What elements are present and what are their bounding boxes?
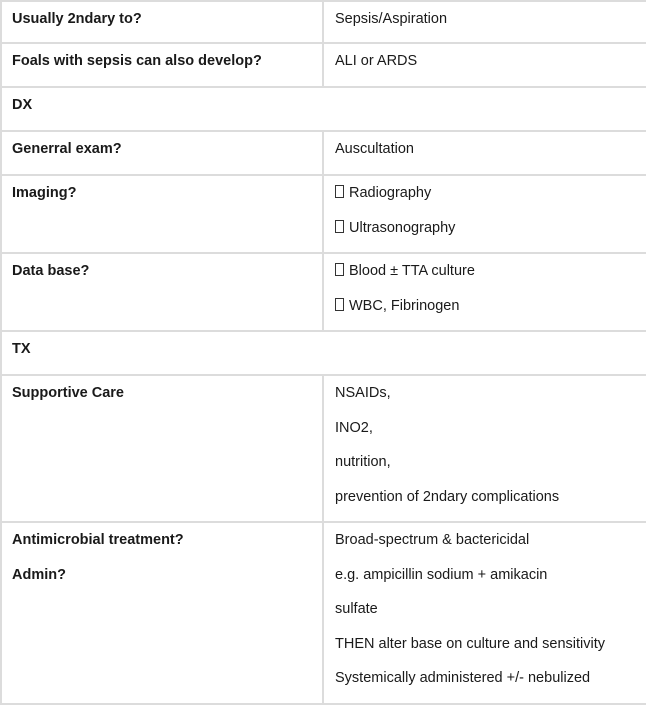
box-bullet-icon (335, 263, 344, 276)
answer-text: Sepsis/Aspiration (335, 11, 448, 27)
question-text: Antimicrobial treatment? (12, 532, 184, 548)
question-cell (1, 522, 323, 704)
question-cell (1, 131, 323, 175)
question-cell (1, 375, 323, 522)
section-title: TX (12, 341, 31, 357)
answer-text: Broad-spectrum & bactericidal (335, 532, 530, 548)
table-row (1, 131, 646, 175)
answer-line (335, 254, 646, 289)
answer-text: Ultrasonography (349, 219, 456, 236)
answer-cell (323, 43, 646, 87)
answer-text: sulfate (335, 601, 378, 618)
answer-cell (323, 131, 646, 175)
answer-cell (323, 1, 646, 43)
answer-cell (323, 253, 646, 331)
table-row (1, 522, 646, 704)
question-text: Imaging? (12, 185, 77, 201)
section-header-cell (1, 331, 646, 375)
answer-cell (323, 175, 646, 253)
box-bullet-icon (335, 185, 344, 198)
section-title: DX (12, 97, 33, 113)
box-bullet-icon (335, 220, 344, 233)
box-bullet-icon (335, 298, 344, 311)
answer-text: THEN alter base on culture and sensitivity (335, 635, 605, 652)
answer-text: Blood ± TTA culture (349, 263, 475, 279)
answer-text: Radiography (349, 185, 432, 201)
table-row (1, 375, 646, 522)
question-text: Generral exam? (12, 141, 122, 157)
answer-line (335, 289, 646, 324)
answer-text: INO2, (335, 419, 373, 436)
section-row (1, 331, 646, 375)
answer-cell (323, 375, 646, 522)
table-row (1, 175, 646, 253)
answer-line (335, 211, 646, 246)
question-cell (1, 175, 323, 253)
section-header-cell (1, 87, 646, 131)
table-row (1, 43, 646, 87)
question-cell (1, 1, 323, 43)
answer-text: nutrition, (335, 454, 391, 471)
table-row (1, 1, 646, 43)
answer-text: e.g. ampicillin sodium + amikacin (335, 566, 548, 583)
answer-text: WBC, Fibrinogen (349, 297, 460, 314)
answer-text: prevention of 2ndary complications (335, 488, 560, 505)
question-cell (1, 253, 323, 331)
section-row (1, 87, 646, 131)
answer-text: NSAIDs, (335, 385, 391, 401)
answer-text: ALI or ARDS (335, 53, 418, 69)
answer-text: Auscultation (335, 141, 414, 157)
answer-text: Systemically administered +/- nebulized (335, 670, 591, 687)
question-text: Foals with sepsis can also develop? (12, 53, 262, 69)
question-text: Supportive Care (12, 385, 124, 401)
question-text: Data base? (12, 263, 90, 279)
answer-line (335, 176, 646, 211)
question-cell (1, 43, 323, 87)
question-text: Usually 2ndary to? (12, 11, 142, 27)
answer-cell (323, 522, 646, 704)
question-text: Admin? (12, 566, 66, 583)
table-row (1, 253, 646, 331)
